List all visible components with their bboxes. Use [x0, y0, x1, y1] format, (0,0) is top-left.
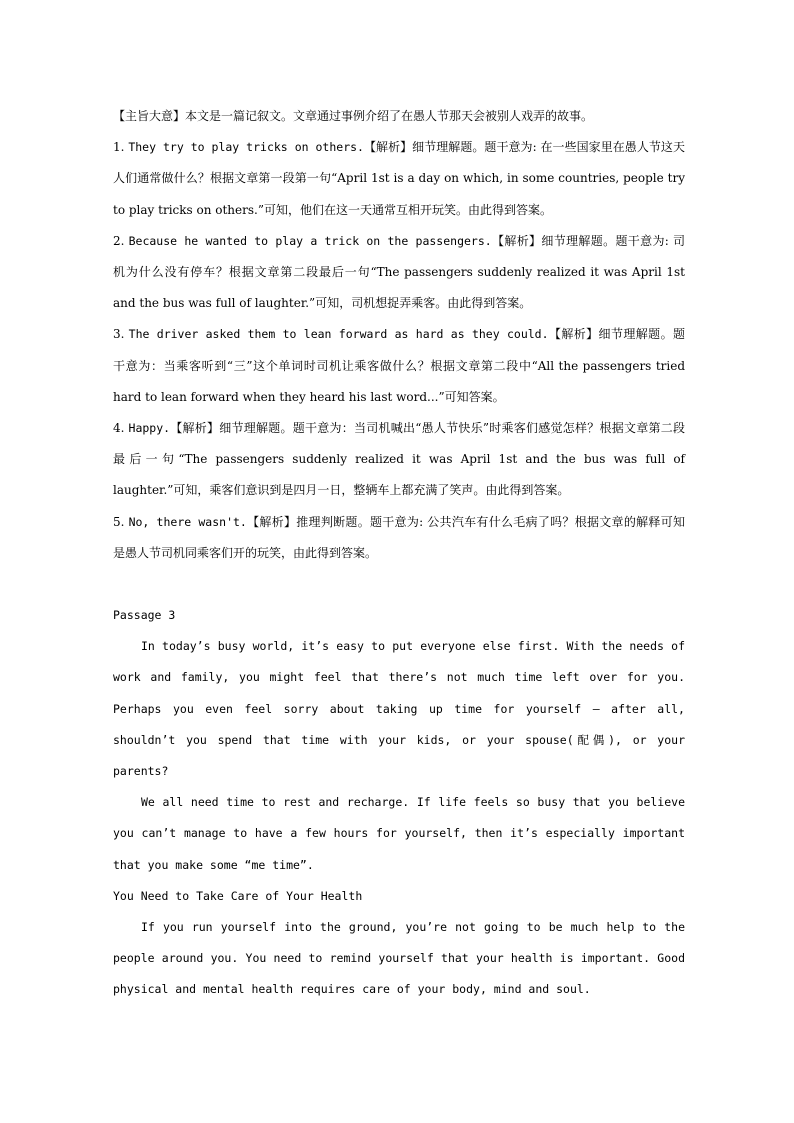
answer-number: 2.	[113, 233, 125, 248]
answer-explanation: 【解析】细节理解题。题干意为：当乘客听到“三”这个单词时司机让乘客做什么？根据文章第二段中“All the passengers tried hard to lean forward when they heard his last word...”可知答案。	[113, 327, 685, 404]
section-gap	[113, 569, 685, 600]
passage-paragraph-1: In today’s busy world, it’s easy to put everyone else first. With the needs of work and family, you might feel that there’s not much time left over for you. Perhaps you even feel sorry about taking up time for yourself — after all, shouldn’t you spend that time with your kids, or your spouse(配偶), or your parents?	[113, 639, 685, 779]
answer-3	[113, 319, 685, 413]
passage-paragraph-3: If you run yourself into the ground, you’re not going to be much help to the people around you. You need to remind yourself that your health is important. Good physical and mental health requires care of your body, mind and soul.	[113, 920, 685, 997]
answer-5	[113, 507, 685, 569]
answer-explanation: 【解析】细节理解题。题干意为: 司机为什么没有停车？根据文章第二段最后一句“The passengers suddenly realized it was April 1st and the bus was full of laughter.”可知，司机想捉弄乘客。由此得到答案。	[113, 233, 685, 311]
answer-4	[113, 413, 685, 507]
answer-text: The driver asked them to lean forward as hard as they could.	[128, 327, 549, 342]
answer-number: 4.	[113, 421, 125, 436]
answer-explanation: 【解析】推理判断题。题干意为: 公共汽车有什么毛病了吗？根据文章的解释可知是愚人节司机同乘客们开的玩笑，由此得到答案。	[113, 514, 685, 560]
answer-text: Happy.	[128, 421, 171, 436]
answer-2	[113, 226, 685, 320]
answer-explanation: 【解析】细节理解题。题干意为: 在一些国家里在愚人节这天人们通常做什么？根据文章第一段第一句“April 1st is a day on which, in some countries, people try to play tricks on others.”可知，他们在这一天通常互相开玩笑。由此得到答案。	[113, 140, 685, 217]
passage-paragraph-2: We all need time to rest and recharge. If life feels so busy that you believe you can’t manage to have a few hours for yourself, then it’s especially important that you make some “me time”.	[113, 795, 685, 872]
answer-text: Because he wanted to play a trick on the passengers.	[128, 233, 492, 248]
answer-1	[113, 132, 685, 226]
passage-title: Passage 3	[113, 608, 176, 623]
answer-number: 1.	[113, 140, 125, 155]
answer-text: They try to play tricks on others.	[128, 140, 364, 155]
summary-paragraph: 【主旨大意】本文是一篇记叙文。文章通过事例介绍了在愚人节那天会被别人戏弄的故事。	[113, 109, 594, 123]
document-content	[113, 101, 685, 1006]
answer-number: 3.	[113, 327, 125, 342]
answer-explanation: 【解析】细节理解题。题干意为：当司机喊出“愚人节快乐”时乘客们感觉怎样？根据文章第二段最后一句“The passengers suddenly realized it was April 1st and the bus was full of laughter.”可知，乘客们意识到是四月一日，整辆车上都充满了笑声。由此得到答案。	[113, 421, 685, 498]
passage-subheading: You Need to Take Care of Your Health	[113, 888, 363, 903]
answer-text: No, there wasn't.	[128, 514, 247, 529]
answer-number: 5.	[113, 514, 125, 529]
